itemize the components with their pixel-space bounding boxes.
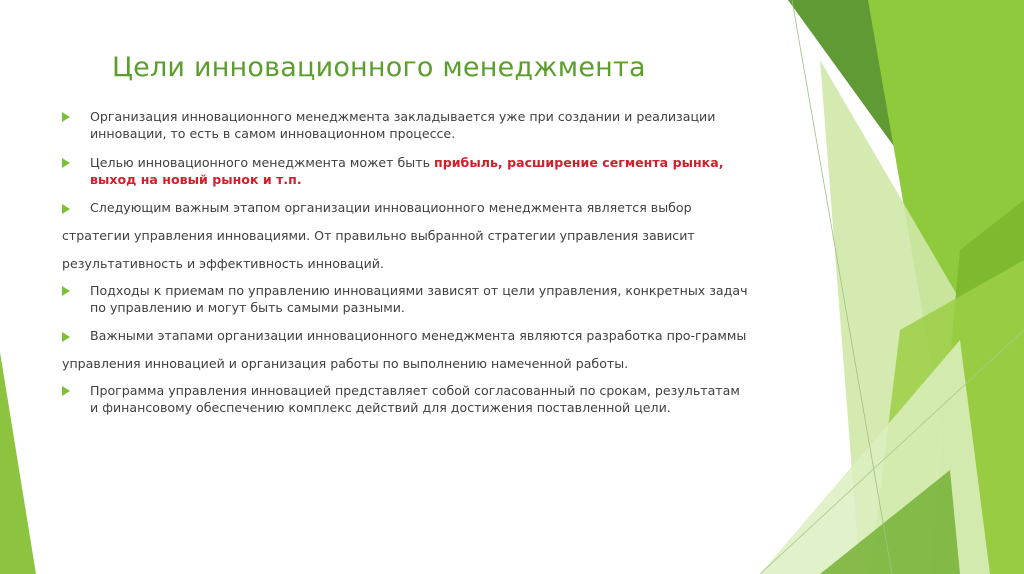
- bullet-6: [62, 382, 752, 416]
- triangle-right-icon: [62, 386, 70, 396]
- bullet-2-highlight: прибыль, расширение сегмента рынка, выход на новый рынок и т.п.: [90, 155, 724, 187]
- bullet-2: [62, 154, 752, 188]
- bullet-1-text: Организация инновационного менеджмента закладывается уже при создании и реализации инновации, то есть в самом инновационном процессе.: [90, 109, 716, 141]
- triangle-right-icon: [62, 286, 70, 296]
- bullet-3: [62, 194, 752, 278]
- triangle-right-icon: [62, 332, 70, 342]
- bullet-5: [62, 322, 752, 378]
- bullet-2-text: Целью инновационного менеджмента может быть: [90, 155, 434, 170]
- left-green-shape: [0, 352, 36, 574]
- slide-title: Цели инновационного менеджмента: [112, 52, 646, 83]
- bullet-4-text: Подходы к приемам по управлению инновациями зависят от цели управления, конкретных задач по управлению и могут быть самыми разными.: [90, 283, 748, 315]
- triangle-right-icon: [62, 204, 70, 214]
- bullet-1: [62, 108, 752, 142]
- bullet-3-text: Следующим важным этапом организации инновационного менеджмента является выбор стратегии управления инновациями. От правильно выбранной стратегии управления зависит результативность и эффективность инноваций.: [62, 200, 695, 271]
- bullet-4: [62, 282, 752, 316]
- bullet-list: [62, 108, 752, 428]
- triangle-right-icon: [62, 112, 70, 122]
- bullet-6-text: Программа управления инновацией представляет собой согласованный по срокам, результатам и финансовому обеспечению комплекс действий для достижения поставленной цели.: [90, 383, 740, 415]
- triangle-right-icon: [62, 158, 70, 168]
- bullet-5-text: Важными этапами организации инновационного менеджмента являются разработка про-граммы управления инновацией и организация работы по выполнению намеченной работы.: [62, 328, 747, 371]
